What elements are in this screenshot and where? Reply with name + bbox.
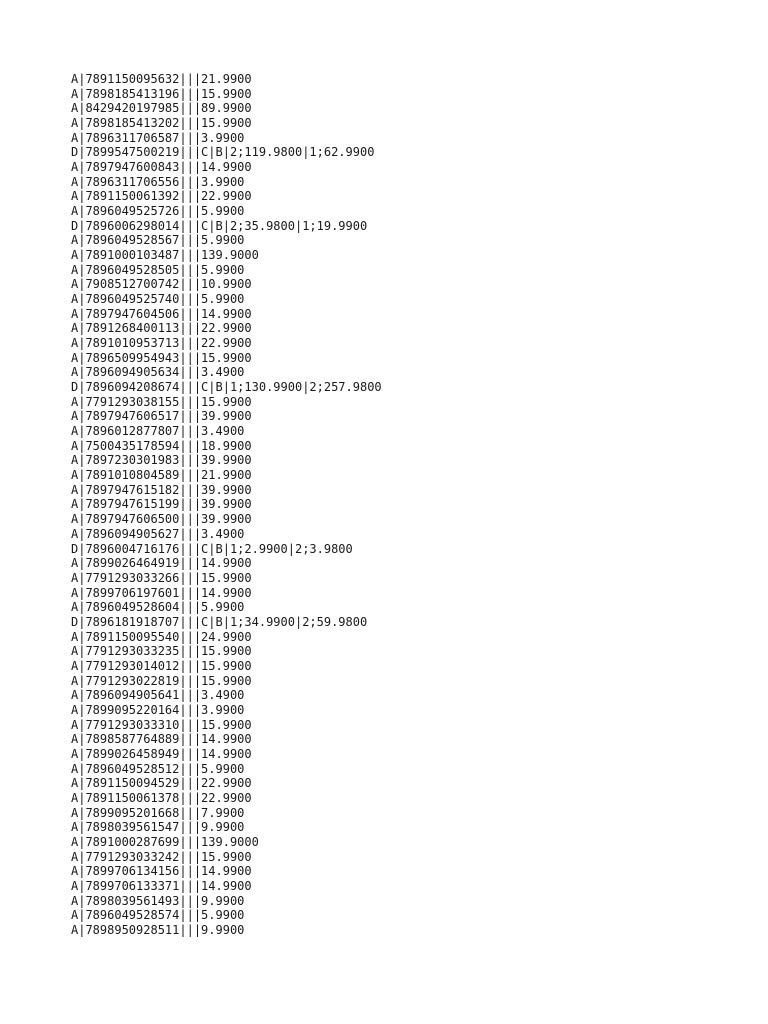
record-line: A|7891268400113|||22.9900 [71,321,252,336]
record-line: A|7896094905627|||3.4900 [71,526,245,541]
record-line: A|7897947600843|||14.9900 [71,160,252,175]
record-line: A|7891010953713|||22.9900 [71,336,252,351]
record-line: A|7899706133371|||14.9900 [71,878,252,893]
record-line: A|7791293022819|||15.9900 [71,673,252,688]
record-line: A|7897947615182|||39.9900 [71,482,252,497]
record-line: A|7896311706556|||3.9900 [71,174,245,189]
record-line: A|7898039561493|||9.9900 [71,893,245,908]
record-line: A|7891010804589|||21.9900 [71,468,252,483]
record-line: A|7896049528567|||5.9900 [71,233,245,248]
record-line: D|7896006298014|||C|B|2;35.9800|1;19.9900 [71,218,368,233]
record-line: A|7891150095540|||24.9900 [71,629,252,644]
record-line: A|7897947604506|||14.9900 [71,306,252,321]
record-line: A|7896049528604|||5.9900 [71,600,245,615]
record-line: A|7899706197601|||14.9900 [71,585,252,600]
record-line: D|7899547500219|||C|B|2;119.9800|1;62.9900 [71,145,375,160]
record-line: A|7891150061392|||22.9900 [71,189,252,204]
record-line: A|7891000103487|||139.9000 [71,248,259,263]
record-line: A|7897947606500|||39.9900 [71,512,252,527]
record-line: D|7896004716176|||C|B|1;2.9900|2;3.9800 [71,541,353,556]
record-line: A|7896049528512|||5.9900 [71,761,245,776]
record-line: A|7791293038155|||15.9900 [71,394,252,409]
record-line: A|7891150095632|||21.9900 [71,72,252,86]
record-line: A|7899095220164|||3.9900 [71,702,245,717]
record-line: A|7898039561547|||9.9900 [71,820,245,835]
record-line: A|7896094905634|||3.4900 [71,365,245,380]
record-line: A|7896012877807|||3.4900 [71,424,245,439]
record-line: A|7896049528574|||5.9900 [71,908,245,923]
record-line: A|7891150094529|||22.9900 [71,776,252,791]
record-lines [71,72,382,938]
record-line: A|7500435178594|||18.9900 [71,438,252,453]
record-line: A|7891150061378|||22.9900 [71,790,252,805]
record-line: A|7898587764889|||14.9900 [71,732,252,747]
record-line: A|7791293033242|||15.9900 [71,849,252,864]
record-line: A|7896049525740|||5.9900 [71,292,245,307]
record-line: A|7897230301983|||39.9900 [71,453,252,468]
record-line: A|7899095201668|||7.9900 [71,805,245,820]
record-line: A|7891000287699|||139.9000 [71,834,259,849]
record-line: A|7896049525726|||5.9900 [71,204,245,219]
record-line: A|7791293014012|||15.9900 [71,658,252,673]
record-line: A|7898185413196|||15.9900 [71,86,252,101]
record-line: A|7899026464919|||14.9900 [71,556,252,571]
record-line: A|7897947606517|||39.9900 [71,409,252,424]
record-line: A|7896509954943|||15.9900 [71,350,252,365]
record-line: A|7898950928511|||9.9900 [71,922,245,937]
record-line: D|7896094208674|||C|B|1;130.9900|2;257.9800 [71,380,382,395]
record-line: A|7899706134156|||14.9900 [71,864,252,879]
record-line: A|7908512700742|||10.9900 [71,277,252,292]
record-line: A|7897947615199|||39.9900 [71,497,252,512]
record-line: A|8429420197985|||89.9900 [71,101,252,116]
record-line: A|7791293033310|||15.9900 [71,717,252,732]
record-line: A|7896049528505|||5.9900 [71,262,245,277]
record-line: D|7896181918707|||C|B|1;34.9900|2;59.9800 [71,614,368,629]
record-line: A|7896094905641|||3.4900 [71,688,245,703]
record-line: A|7791293033235|||15.9900 [71,644,252,659]
record-line: A|7896311706587|||3.9900 [71,130,245,145]
record-line: A|7899026458949|||14.9900 [71,746,252,761]
record-line: A|7898185413202|||15.9900 [71,116,252,131]
record-line: A|7791293033266|||15.9900 [71,570,252,585]
